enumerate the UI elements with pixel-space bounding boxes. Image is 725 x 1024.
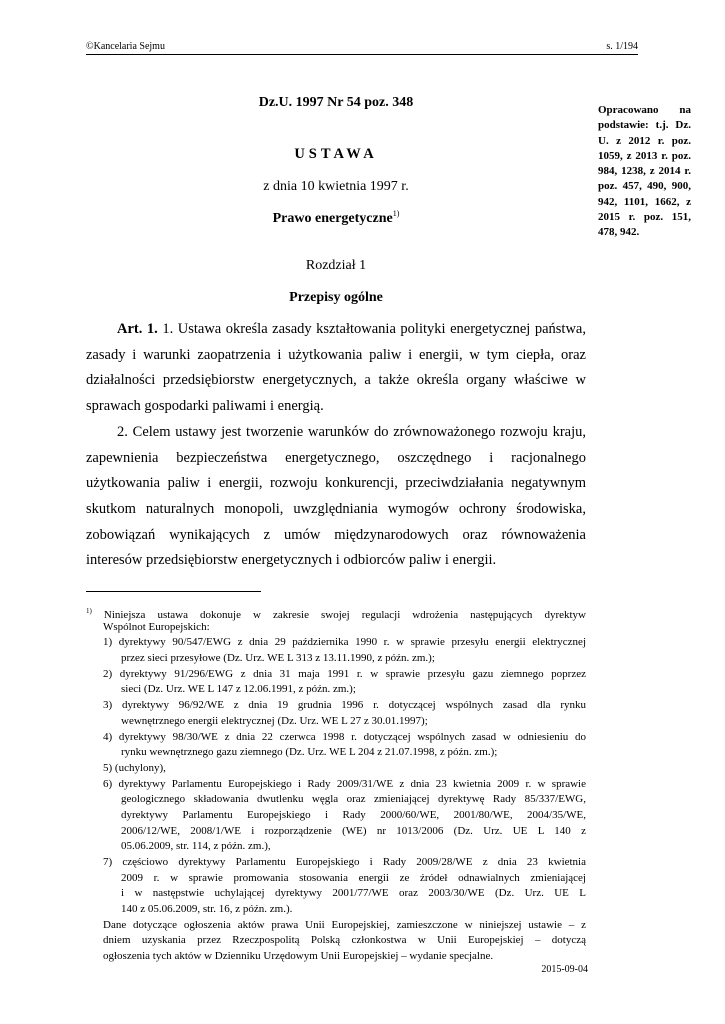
consolidation-note: Opracowano na podstawie: t.j. Dz. U. z 2012 r. poz. 1059, z 2013 r. poz. 984, 1238, z 2014 r. poz. 457, 490, 900, 942, 1101, 1662, z 2015 r. poz. 151, 478, 942. (598, 104, 691, 239)
text-line: 2. Celem ustawy jest tworzenie warunków do zrównoważonego rozwoju kraju, (117, 424, 586, 440)
text-line: zobowiązań wynikających z umów międzynarodowych oraz równoważenia (86, 526, 586, 543)
text-line: użytkowania paliw i energii, rozwoju konkurencji, przeciwdziałania negatywnym (86, 475, 586, 492)
footnote-divider (86, 591, 261, 592)
footnote-marker: 1) (86, 607, 92, 615)
footnote-line: 1) dyrektywy 90/547/EWG z dnia 29 października 1990 r. w sprawie przesyłu energii elektrycznej (103, 636, 586, 649)
publisher-label: ©Kancelaria Sejmu (86, 41, 165, 52)
text-line: Art. 1. 1. Ustawa określa zasady kształtowania polityki energetycznej państwa, (117, 321, 586, 337)
footnote-line: $^{1)}$ Niniejsza ustawa dokonuje w zakresie swojej regulacji wdrożenia następujących dyrektyw (86, 607, 586, 621)
footnote-line: Wspólnot Europejskich: (103, 620, 210, 633)
act-date: z dnia 10 kwietnia 1997 r. (263, 179, 409, 194)
footnote-line: Dane dotyczące ogłoszenia aktów prawa Unii Europejskiej, zamieszczone w niniejszej ustawie – z (103, 918, 586, 931)
footnote-line: 4) dyrektywy 98/30/WE z dnia 22 czerwca 1998 r. dotyczącej wspólnych zasad w odniesieniu do (103, 730, 586, 743)
footnote-line: wewnętrznego energii elektrycznej (Dz. Urz. WE L 27 z 30.01.1997); (121, 714, 428, 727)
text-line: zapewnienia bezpieczeństwa energetycznego, oszczędnego i racjonalnego (86, 449, 586, 466)
footnote-line: 05.06.2009, str. 114, z późn. zm.), (121, 840, 271, 853)
footnote-line: 2) dyrektywy 91/296/EWG z dnia 31 maja 1991 r. w sprawie przesyłu gazu ziemnego poprzez (103, 667, 586, 680)
footnote-line: 2009 r. w sprawie promowania stosowania energii ze źródeł odnawialnych zmieniającej (121, 871, 586, 884)
footnote-line: ogłoszenia tych aktów w Dzienniku Urzędowym Unii Europejskiej – wydanie specjalne. (103, 950, 494, 963)
footnote-line: 140 z 05.06.2009, str. 16, z późn. zm.). (121, 903, 293, 916)
text-line: działalności przedsiębiorstw energetycznych, a także określa organy właściwe w (86, 372, 586, 389)
art1-paragraph-2 (86, 420, 586, 574)
text-line: interesów przedsiębiorstw energetycznych i odbiorców paliw i energii. (86, 552, 497, 569)
text-line: zasady i warunki zaopatrzenia i użytkowania paliw i energii, w tym ciepła, oraz (86, 346, 586, 363)
footnote-line: przez sieci przesyłowe (Dz. Urz. WE L 313 z 13.11.1990, z późn. zm.); (121, 652, 435, 665)
chapter-label: Rozdział 1 (305, 258, 367, 273)
header-divider (86, 54, 638, 55)
footnote-line: 5) (uchylony), (103, 761, 166, 774)
footnote-line: dniem uzyskania przez Rzeczpospolitą Polską członkostwa w Unii Europejskiej – dotyczą (103, 934, 586, 947)
footnote-line: 6) dyrektywy Parlamentu Europejskiego i Rady 2009/31/WE z dnia 23 kwietnia 2009 r. w sprawie (103, 777, 586, 790)
footnote-line: 3) dyrektywy 96/92/WE z dnia 19 grudnia 1996 r. dotyczącej wspólnych zasad dla rynku (103, 699, 586, 712)
act-type: USTAWA (294, 146, 378, 162)
page-number: s. 1/194 (606, 41, 638, 52)
art1-paragraph-1 (86, 317, 586, 420)
footnote-line: 7) częściowo dyrektywy Parlamentu Europejskiego i Rady 2009/28/WE z dnia 23 kwietnia (103, 856, 586, 868)
act-title-text: Prawo energetyczne (272, 211, 393, 226)
text-line: sprawach gospodarki paliwami i energią. (86, 398, 324, 415)
footnote-line: rynku wewnętrznego gazu ziemnego (Dz. Urz. WE L 204 z 21.07.1998, z późn. zm.); (121, 746, 498, 759)
footnote (86, 604, 586, 965)
footnote-line: 2006/12/WE, 2008/1/WE i rozporządzenie (WE) nr 1013/2006 (Dz. Urz. UE L 140 z (121, 824, 586, 837)
chapter-title: Przepisy ogólne (289, 290, 383, 305)
footnote-line: dyrektywy Parlamentu Europejskiego i Rady 2000/60/WE, 2001/80/WE, 2004/35/WE, (121, 808, 586, 821)
footnote-line: sieci (Dz. Urz. WE L 147 z 12.06.1991, z późn. zm.); (121, 683, 356, 696)
footnote-line: geologicznego składowania dwutlenku węgla oraz zmieniającej dyrektywę Rady 85/337/EWG, (121, 793, 586, 806)
act-title (86, 209, 586, 227)
footnote-line: i w następstwie uchylającej dyrektywy 2001/77/WE oraz 2003/30/WE (Dz. Urz. UE L (121, 887, 586, 900)
text-line: skutkom naturalnych monopoli, uwzględniania wymogów ochrony środowiska, (86, 501, 586, 518)
journal-reference: Dz.U. 1997 Nr 54 poz. 348 (258, 95, 414, 110)
document-date: 2015-09-04 (541, 964, 588, 975)
article-lead: Art. 1. (117, 321, 158, 337)
footnote-ref: 1) (392, 209, 400, 218)
